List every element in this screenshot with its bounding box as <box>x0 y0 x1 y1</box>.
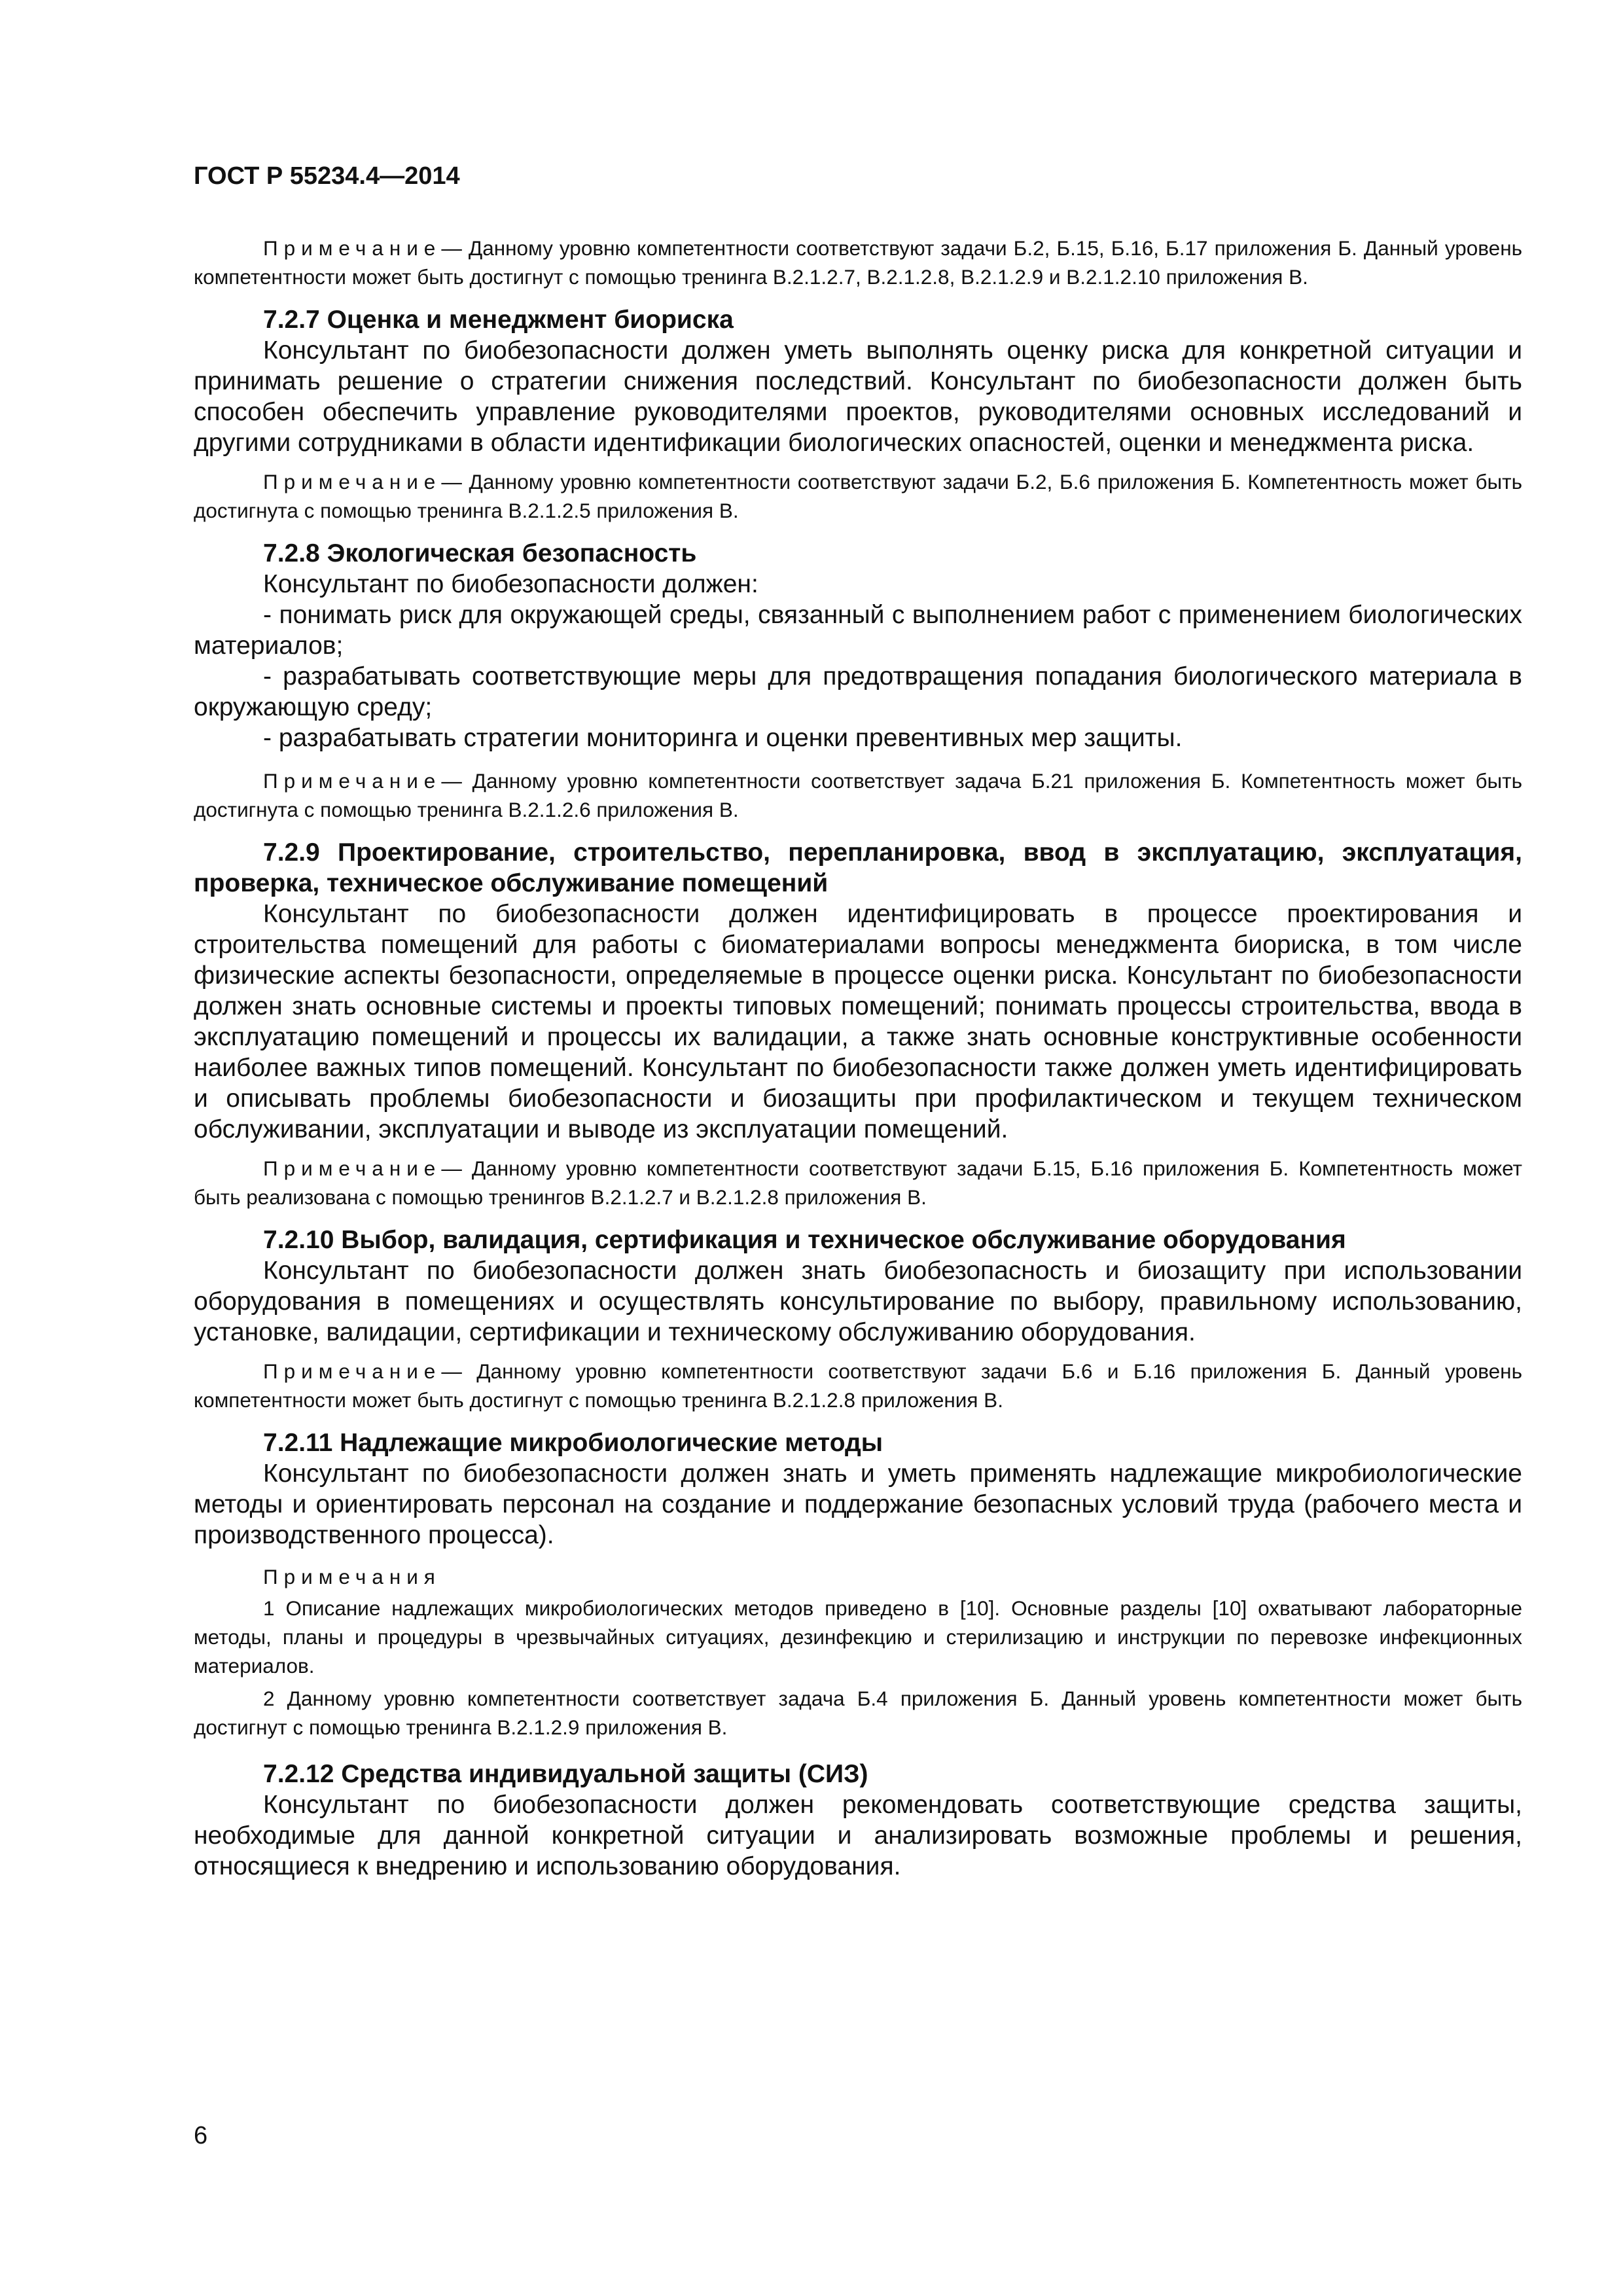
numbered-note: 2 Данному уровню компетентности соответствует задача Б.4 приложения Б. Данный уровень компетентности может быть достигнут с помощью тренинга В.2.1.2.9 приложения В. <box>194 1687 1522 1739</box>
section-heading: 7.2.10 Выбор, валидация, сертификация и техническое обслуживание оборудования <box>263 1226 1346 1254</box>
section-note <box>194 1357 1522 1414</box>
note-label: Примечание <box>263 236 442 260</box>
note-label: Примечание <box>263 769 442 793</box>
note-label: Примечание <box>263 1157 442 1180</box>
section-paragraph: Консультант по биобезопасности должен знать и уметь применять надлежащие микробиологические методы и ориентировать персонал на создание и поддержание безопасных условий труда (рабочего места и производственного процесса). <box>194 1460 1522 1549</box>
section-heading: 7.2.9 Проектирование, строительство, перепланировка, ввод в эксплуатацию, эксплуатация, проверка, техническое обслуживание помещений <box>194 838 1522 897</box>
section-paragraph: Консультант по биобезопасности должен рекомендовать соответствующие средства защиты, необходимые для данной конкретной ситуации и анализировать возможные проблемы и решения, относящиеся к внедрению и использованию оборудования. <box>194 1791 1522 1880</box>
note-text: — Данному уровню компетентности соответствует задача Б.21 приложения Б. Компетентность может быть достигнута с помощью тренинга В.2.1.2.6 приложения В. <box>194 769 1522 821</box>
note-intro <box>194 234 1522 291</box>
section-paragraph: Консультант по биобезопасности должен идентифицировать в процессе проектирования и строительства помещений для работы с биоматериалами вопросы менеджмента биориска, в том числе физические аспекты безопасности, определяемые в процессе оценки риска. Консультант по биобезопасности должен знать основные системы и проекты типовых помещений; понимать процессы строительства, ввода в эксплуатацию помещений и процессы их валидации, а также знать основные конструктивные особенности наиболее важных типов помещений. Консультант по биобезопасности также должен уметь идентифицировать и описывать проблемы биобезопасности и биозащиты при профилактическом и текущем техническом обслуживании, эксплуатации и выводе из эксплуатации помещений. <box>194 900 1522 1143</box>
numbered-note: 1 Описание надлежащих микробиологических методов приведено в [10]. Основные разделы [10] охватывают лабораторные методы, планы и процедуры в чрезвычайных ситуациях, дезинфекцию и стерилизацию и инструкции по перевозке инфекционных материалов. <box>194 1596 1522 1677</box>
document-page <box>194 161 1522 1891</box>
note-label: Примечание <box>263 1359 442 1383</box>
section-7-2-11 <box>194 1427 1522 1742</box>
section-7-2-12 <box>194 1759 1522 1882</box>
section-paragraph: Консультант по биобезопасности должен знать биобезопасность и биозащиту при использовании оборудования в помещениях и осуществлять консультирование по выбору, правильному использованию, установке, валидации, сертификации и техническому обслуживанию оборудования. <box>194 1257 1522 1346</box>
list-item: - разрабатывать соответствующие меры для предотвращения попадания биологического материала в окружающую среду; <box>194 662 1522 721</box>
note-text: — Данному уровню компетентности соответствуют задачи Б.2, Б.6 приложения Б. Компетентность может быть достигнута с помощью тренинга В.2.1.2.5 приложения В. <box>194 470 1522 522</box>
section-intro: Консультант по биобезопасности должен: <box>263 570 758 598</box>
document-header: ГОСТ Р 55234.4—2014 <box>194 162 460 190</box>
note-text: — Данному уровню компетентности соответствуют задачи Б.6 и Б.16 приложения Б. Данный уровень компетентности может быть достигнут с помощью тренинга В.2.1.2.8 приложения В. <box>194 1359 1522 1412</box>
list-item: - разрабатывать стратегии мониторинга и оценки превентивных мер защиты. <box>263 724 1183 752</box>
section-7-2-7 <box>194 304 1522 525</box>
section-7-2-10 <box>194 1225 1522 1414</box>
section-heading: 7.2.12 Средства индивидуальной защиты (СИЗ) <box>263 1760 868 1788</box>
section-heading: 7.2.11 Надлежащие микробиологические методы <box>263 1429 883 1457</box>
note-label: Примечание <box>263 470 442 493</box>
section-heading: 7.2.8 Экологическая безопасность <box>263 539 697 567</box>
list-item: - понимать риск для окружающей среды, связанный с выполнением работ с применением биологических материалов; <box>194 601 1522 660</box>
notes-block <box>194 1562 1522 1742</box>
section-note <box>194 766 1522 824</box>
section-7-2-9 <box>194 837 1522 1211</box>
requirements-list <box>194 600 1522 753</box>
note-text: — Данному уровню компетентности соответствуют задачи Б.15, Б.16 приложения Б. Компетентность может быть реализована с помощью тренингов В.2.1.2.7 и В.2.1.2.8 приложения В. <box>194 1157 1522 1209</box>
section-heading: 7.2.7 Оценка и менеджмент биориска <box>263 306 734 334</box>
notes-label: Примечания <box>263 1565 441 1588</box>
section-paragraph: Консультант по биобезопасности должен уметь выполнять оценку риска для конкретной ситуации и принимать решение о стратегии снижения последствий. Консультант по биобезопасности должен быть способен обеспечить управление руководителями проектов, руководителями основных исследований и другими сотрудниками в области идентификации биологических опасностей, оценки и менеджмента риска. <box>194 336 1522 457</box>
page-number: 6 <box>194 2122 208 2149</box>
section-7-2-8 <box>194 538 1522 824</box>
note-text: — Данному уровню компетентности соответствуют задачи Б.2, Б.15, Б.16, Б.17 приложения Б. Данный уровень компетентности может быть достигнут с помощью тренинга В.2.1.2.7, В.2.1.2.8, В.2.1.2.9 и В.2.1.2.10 приложения В. <box>194 236 1522 289</box>
section-note <box>194 467 1522 525</box>
section-note <box>194 1154 1522 1211</box>
